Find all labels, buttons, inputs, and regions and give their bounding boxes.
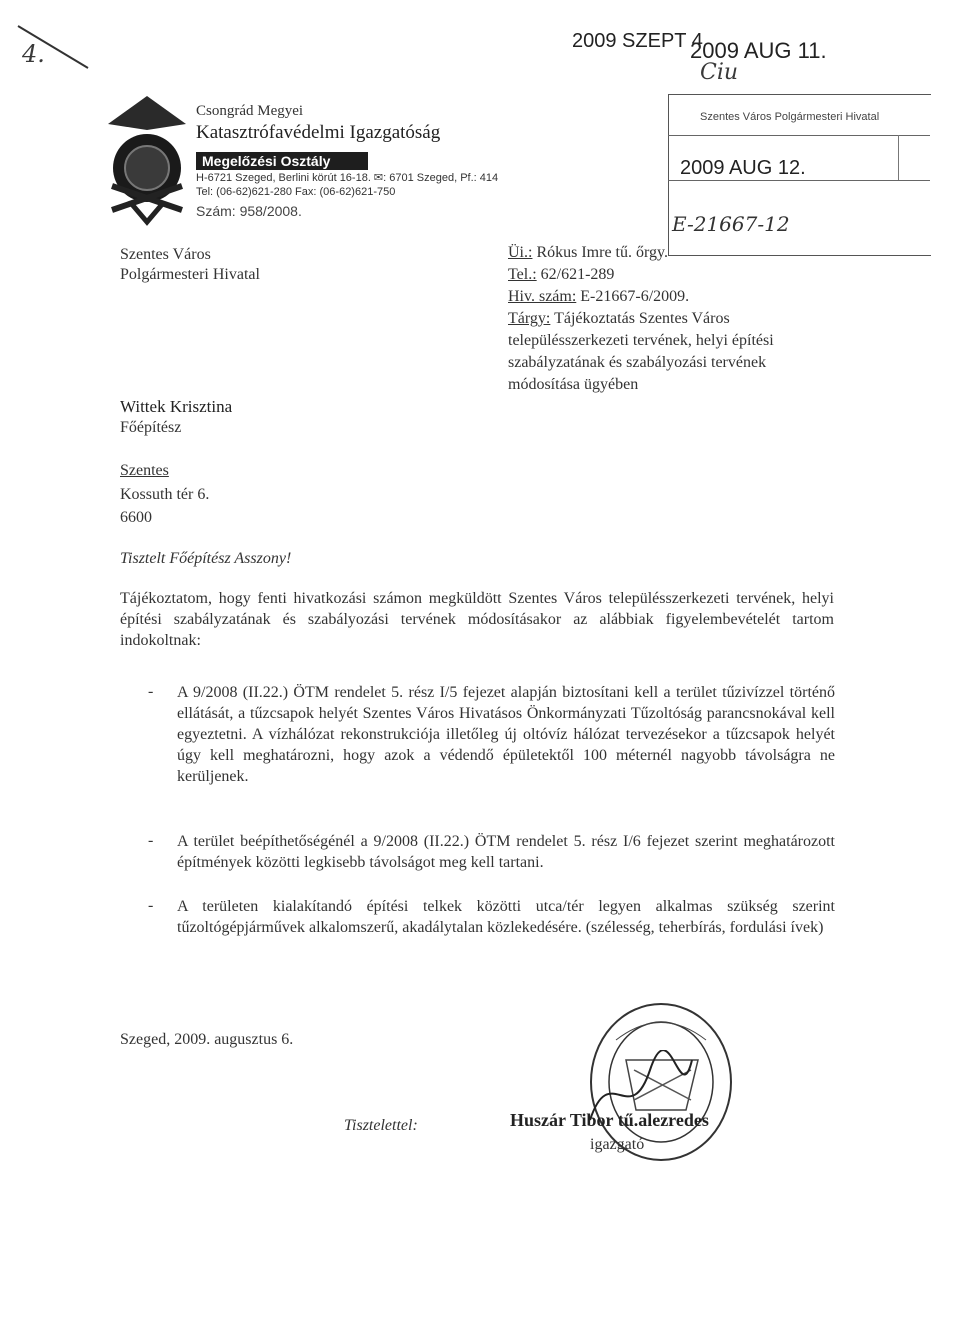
recipient-street: Kossuth tér 6. xyxy=(120,486,210,503)
stamp-divider xyxy=(668,180,930,181)
received-date-stamp: 2009 SZEPT 4 xyxy=(572,30,703,52)
department-name: Megelőzési Osztály xyxy=(202,153,331,169)
org-name: Katasztrófavédelmi Igazgatóság xyxy=(196,122,441,143)
org-address: H-6721 Szeged, Berlini körút 16-18. ✉: 6701 Szeged, Pf.: 414 xyxy=(196,172,499,184)
reference-number: Szám: 958/2008. xyxy=(196,203,302,219)
bullet-paragraph: A területen kialakítandó építési telkek közötti utca/tér legyen alkalmas szükség szerint tűzoltógépjárművek alkalomszerű, akadálytalan közlekedésére. (szélesség, teherbírás, fordulási ívek) xyxy=(177,898,835,936)
registry-stamp-title: Szentes Város Polgármesteri Hivatal xyxy=(700,111,880,123)
place-and-date: Szeged, 2009. augusztus 6. xyxy=(120,1031,294,1048)
signer-title: igazgató xyxy=(590,1136,645,1153)
handwritten-note-top: Ciu xyxy=(700,60,739,85)
registry-file-number: E-21667-12 xyxy=(672,212,790,236)
closing-phrase: Tisztelettel: xyxy=(344,1117,418,1134)
handwritten-note-number: 4. xyxy=(22,40,45,68)
recipient-city: Szentes xyxy=(120,462,169,479)
administrator-label: Üi.: xyxy=(508,244,533,261)
reference-line xyxy=(508,288,689,306)
subject-text: módosítása ügyében xyxy=(508,376,639,393)
bullet-dash: - xyxy=(148,683,154,700)
salutation: Tisztelt Főépítész Asszony! xyxy=(120,550,292,567)
subject-text: szabályzatának és szabályozási tervének xyxy=(508,354,767,371)
subject-line xyxy=(508,310,730,328)
received-date-stamp-2: 2009 AUG 11. xyxy=(690,38,827,63)
org-phone-fax: Tel: (06-62)621-280 Fax: (06-62)621-750 xyxy=(196,186,396,198)
subject-text: Tájékoztatás Szentes Város xyxy=(550,310,730,327)
bullet-dash: - xyxy=(148,832,154,849)
administrator-value: Rókus Imre tű. őrgy. xyxy=(532,244,668,261)
reference-label: Hiv. szám: xyxy=(508,288,577,305)
recipient-zip: 6600 xyxy=(120,509,152,526)
stamp-divider xyxy=(898,135,899,180)
bullet-dash: - xyxy=(148,897,154,914)
registry-stamp-date: 2009 AUG 12. xyxy=(680,157,806,179)
telephone-label: Tel.: xyxy=(508,266,537,283)
fire-department-emblem xyxy=(102,90,192,230)
recipient-name: Wittek Krisztina xyxy=(120,397,233,416)
intro-paragraph: Tájékoztatom, hogy fenti hivatkozási számon megküldött Szentes Város településszerkezeti tervének, helyi építési szabályzatának és szabályozási tervének módosításakor az alábbiak figyelembevételét tartom indokoltnak: xyxy=(120,590,834,649)
subject-label: Tárgy: xyxy=(508,310,551,327)
bullet-paragraph: A terület beépíthetőségénél a 9/2008 (II.22.) ÖTM rendelet 5. rész I/6 fejezet szerint meghatározott építmények közötti legkisebb távolságot meg kell tartani. xyxy=(177,833,835,871)
reference-value: E-21667-6/2009. xyxy=(576,288,690,305)
administrator-line xyxy=(508,244,668,262)
stamp-divider xyxy=(668,135,930,136)
telephone-value: 62/621-289 xyxy=(536,266,615,283)
subject-text: településszerkezeti tervének, helyi építési xyxy=(508,332,774,349)
org-county: Csongrád Megyei xyxy=(196,103,304,119)
recipient-title: Főépítész xyxy=(120,419,182,436)
telephone-line xyxy=(508,266,614,284)
signer-name: Huszár Tibor tű.alezredes xyxy=(510,1110,709,1130)
recipient-org: Szentes Város xyxy=(120,246,211,263)
bullet-paragraph: A 9/2008 (II.22.) ÖTM rendelet 5. rész I/5 fejezet alapján biztosítani kell a terület tűzivízzel történő ellátását, a tűzcsapok helyét Szentes Város Hivatásos Önkormányzati Tűzoltóság parancsnokával kell egyeztetni. A vízhálózat rekonstrukciója illetőleg új oltóvíz hálózat tervezésekor a tűzcsapok helyét úgy kell meghatározni, hogy azok a védendő épületektől 100 méternél nagyobb távolságra ne kerüljenek. xyxy=(177,684,835,785)
recipient-org: Polgármesteri Hivatal xyxy=(120,266,260,283)
